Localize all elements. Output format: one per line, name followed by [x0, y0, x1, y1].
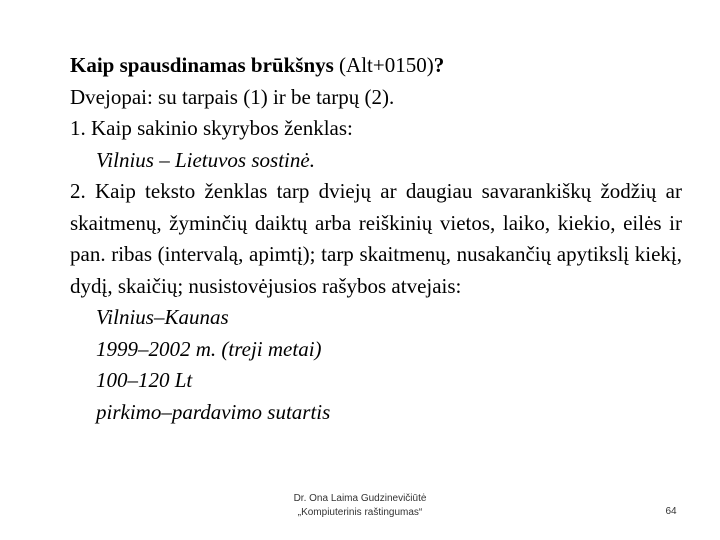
item2-example-2: 1999–2002 m. (treji metai)	[96, 336, 322, 361]
page-number: 64	[665, 506, 677, 517]
item2-example-1: Vilnius–Kaunas	[96, 305, 229, 329]
heading-question-mark: ?	[433, 53, 445, 77]
heading-bold-text: Kaip spausdinamas brūkšnys	[70, 53, 334, 77]
item1-example: Vilnius – Lietuvos sostinė.	[96, 147, 315, 172]
slide-footer	[240, 492, 480, 520]
item1-label: 1. Kaip sakinio skyrybos ženklas:	[70, 116, 353, 140]
intro-text: Dvejopai: su tarpais (1) ir be tarpų (2).	[70, 84, 395, 109]
item2-example-4: pirkimo–pardavimo sutartis	[96, 399, 331, 424]
slide-content	[70, 50, 682, 428]
item2-example-3: 100–120 Lt	[96, 368, 193, 392]
slide-heading	[70, 50, 682, 82]
footer-course: „Kompiuterinis raštingumas“	[297, 507, 423, 518]
heading-shortcut: (Alt+0150)	[333, 53, 434, 77]
item2-text: 2. Kaip teksto ženklas tarp dviejų ar daugiau savarankiškų žodžių ar skaitmenų, žyminčių daiktų arba reiškinių vietos, laiko, kiekio, eilės ir pan. ribas (intervalą, apimtį); tarp skaitmenų, nusakančių apytikslį kiekį, dydį, skaičių; nusistovėjusios rašybos atvejais:	[70, 179, 682, 298]
footer-author: Dr. Ona Laima Gudzinevičiūtė	[293, 493, 427, 504]
